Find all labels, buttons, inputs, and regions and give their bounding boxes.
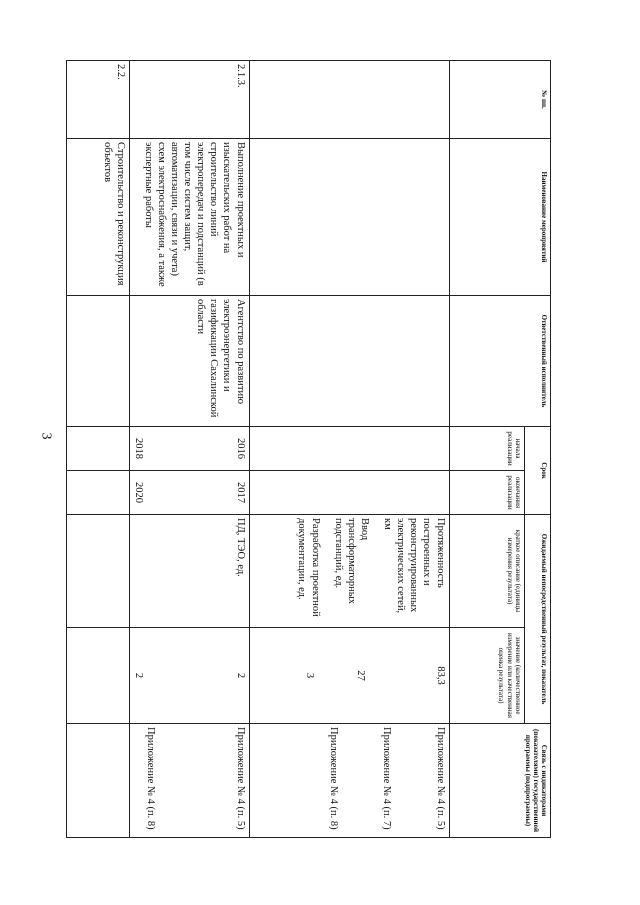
header-row-1 <box>524 61 550 838</box>
row-desc <box>130 515 249 628</box>
header-result: Ожидаемый непосредственный результат, показатель <box>524 515 550 724</box>
header-term-end: окончания реализации <box>449 471 524 515</box>
row-executor <box>249 296 449 427</box>
row-value <box>249 628 449 724</box>
desc-item: Ввод трансформаторных подстанций, ед. <box>332 518 370 605</box>
link-item: Приложение № 4 (п. 5) <box>434 727 446 830</box>
header-link: Связь с индикаторами (показателями) государственной программы (подпрограммы) <box>449 724 550 838</box>
value-item: 27 <box>355 670 367 681</box>
end-item: 2020 <box>133 482 145 503</box>
row-start <box>130 427 249 471</box>
row-executor: Агентство по развитию электроэнергетики и газификации Сахалинской области <box>130 296 249 427</box>
end-item: 2017 <box>234 482 246 503</box>
link-item: Приложение № 4 (п. 8) <box>328 727 340 830</box>
row-start <box>249 427 449 471</box>
value-item: 3 <box>304 672 316 679</box>
header-term-start: начала реализации <box>449 427 524 471</box>
value-item: 2 <box>234 672 246 679</box>
desc-item: Протяженность построенных и реконструированных электрических сетей, км <box>382 518 446 614</box>
page-number: 3 <box>38 432 54 440</box>
row-link <box>249 724 449 838</box>
measures-table <box>66 60 551 838</box>
row-name: Выполнение проектных и изыскательских работ на строительство линий электропередач и подстанций (в том числе систем защит, автоматизации, связи и учета) схем электроснабжения, а также экспертные работы <box>130 139 249 296</box>
row-num: 2.1.3. <box>130 61 249 139</box>
header-executor: Ответственный исполнитель <box>449 296 550 427</box>
desc-item: ПД, ТЭО, ед. <box>234 518 246 577</box>
link-item: Приложение № 4 (п. 8) <box>145 727 157 830</box>
desc-item: Разработка проектной документации, ед. <box>296 518 321 617</box>
rotated-table-area <box>66 60 551 837</box>
value-item: 83,3 <box>434 666 446 685</box>
header-result-value: значение (количественное измерение или качественная оценка результата) <box>449 628 524 724</box>
row-value <box>130 628 249 724</box>
row-link <box>130 724 249 838</box>
row-num: 2.2. <box>67 61 130 139</box>
header-name: Наименование мероприятий <box>449 139 550 296</box>
header-term: Срок <box>524 427 550 515</box>
row-desc <box>249 515 449 628</box>
start-item: 2016 <box>234 438 246 459</box>
link-item: Приложение № 4 (п. 5) <box>234 727 246 830</box>
table-row <box>130 61 249 838</box>
row-name: Строительство и реконструкция объектов <box>67 139 130 296</box>
row-name <box>249 139 449 296</box>
table-row <box>67 61 130 838</box>
row-end <box>130 471 249 515</box>
header-result-desc: краткое описание (единицы измерения результата) <box>449 515 524 628</box>
link-item: Приложение № 4 (п. 7) <box>381 727 393 830</box>
row-num <box>249 61 449 139</box>
start-item: 2018 <box>133 438 145 459</box>
header-num: № пп. <box>449 61 550 139</box>
table-row <box>249 61 449 838</box>
value-item: 2 <box>133 672 145 679</box>
row-end <box>249 471 449 515</box>
